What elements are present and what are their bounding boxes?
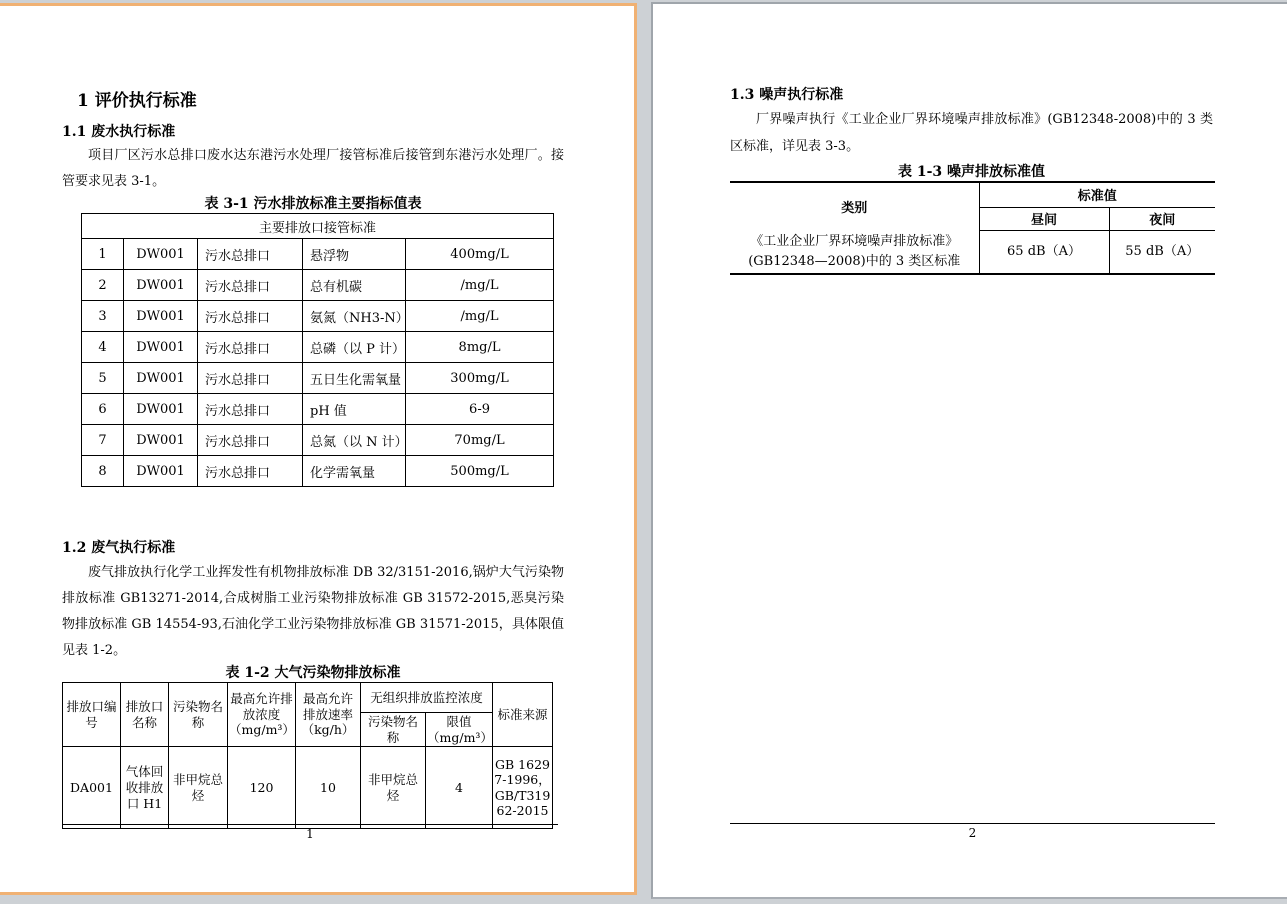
- cell-code: DW001: [124, 425, 198, 456]
- section-1-3-heading: 1.3 噪声执行标准: [730, 87, 844, 103]
- table-row: [730, 230, 1215, 274]
- cell-max-conc: 120: [228, 747, 296, 829]
- header-day: 昼间: [979, 207, 1109, 230]
- header-source: 标准来源: [493, 683, 553, 747]
- cell-limit: 8mg/L: [406, 332, 554, 363]
- table-1-2-title: 表 1-2 大气污染物排放标准: [225, 665, 401, 681]
- merged-header-cell: 主要排放口接管标准: [82, 214, 554, 239]
- header-category: 类别: [841, 201, 868, 216]
- cell-pollutant: pH 值: [303, 394, 406, 425]
- header-fugitive-limit: 限值（mg/m³）: [426, 713, 493, 747]
- air-pollutant-standards-table: [62, 682, 553, 829]
- table-row: [82, 301, 554, 332]
- cell-code: DW001: [124, 239, 198, 270]
- document-page-1[interactable]: [0, 3, 637, 895]
- footer-divider: [730, 823, 1215, 824]
- cell-code: DW001: [124, 363, 198, 394]
- header-fugitive: 无组织排放监控浓度: [361, 683, 493, 713]
- cell-limit: /mg/L: [406, 270, 554, 301]
- cell-no: 5: [82, 363, 124, 394]
- table-header-row: [730, 182, 1215, 207]
- cell-code: DW001: [124, 332, 198, 363]
- page-1-content: [0, 6, 634, 829]
- cell-pollutant: 氨氮（NH3-N）: [303, 301, 406, 332]
- cell-no: 1: [82, 239, 124, 270]
- cell-outlet: 污水总排口: [198, 301, 303, 332]
- header-max-rate: 最高允许排放速率（kg/h）: [296, 683, 361, 747]
- cell-pollutant: 总磷（以 P 计）: [303, 332, 406, 363]
- table-1-3-title: 表 1-3 噪声排放标准值: [897, 164, 1046, 180]
- page-number: 2: [968, 826, 977, 840]
- wastewater-standards-table: [81, 213, 554, 487]
- cell-outlet: 污水总排口: [198, 394, 303, 425]
- cell-code: DW001: [124, 301, 198, 332]
- cell-outlet: 污水总排口: [198, 270, 303, 301]
- table-row: [82, 270, 554, 301]
- cell-no: 2: [82, 270, 124, 301]
- noise-standards-table: [730, 181, 1215, 275]
- page-number: 1: [306, 827, 314, 841]
- cell-pollutant: 化学需氧量: [303, 456, 406, 487]
- cell-limit: /mg/L: [406, 301, 554, 332]
- cell-limit: 70mg/L: [406, 425, 554, 456]
- cell-no: 6: [82, 394, 124, 425]
- cell-outlet: 污水总排口: [198, 363, 303, 394]
- cell-outlet-no: DA001: [63, 747, 121, 829]
- cell-code: DW001: [124, 394, 198, 425]
- header-fugitive-pollutant: 污染物名称: [361, 713, 426, 747]
- cell-night-value: 55 dB（A）: [1109, 230, 1215, 274]
- cell-limit: 300mg/L: [406, 363, 554, 394]
- cell-fugitive-limit: 4: [426, 747, 493, 829]
- cell-no: 3: [82, 301, 124, 332]
- table-row: [82, 332, 554, 363]
- cell-max-rate: 10: [296, 747, 361, 829]
- header-outlet-name: 排放口名称: [121, 683, 169, 747]
- cell-pollutant: 悬浮物: [303, 239, 406, 270]
- cell-pollutant: 五日生化需氧量: [303, 363, 406, 394]
- cell-limit: 6-9: [406, 394, 554, 425]
- cell-outlet: 污水总排口: [198, 456, 303, 487]
- header-night: 夜间: [1109, 207, 1215, 230]
- table-row: [82, 394, 554, 425]
- cell-pollutant: 总氮（以 N 计）: [303, 425, 406, 456]
- cell-code: DW001: [124, 270, 198, 301]
- cell-code: DW001: [124, 456, 198, 487]
- cell-outlet: 污水总排口: [198, 332, 303, 363]
- section-1-heading: 1 评价执行标准: [77, 91, 197, 111]
- cell-no: 7: [82, 425, 124, 456]
- cell-pollutant: 总有机碳: [303, 270, 406, 301]
- cell-pollutant: 非甲烷总烃: [169, 747, 228, 829]
- header-outlet-no: 排放口编号: [63, 683, 121, 747]
- cell-outlet: 污水总排口: [198, 425, 303, 456]
- cell-fugitive-pollutant: 非甲烷总烃: [361, 747, 426, 829]
- cell-category: 《工业企业厂界环境噪声排放标准》 (GB12348—2008)中的 3 类区标准: [748, 233, 961, 269]
- section-1-1-heading: 1.1 废水执行标准: [62, 124, 176, 140]
- cell-no: 4: [82, 332, 124, 363]
- section-1-2-paragraph: 废气排放执行化学工业挥发性有机物排放标准 DB 32/3151-2016,锅炉大气污染物排放标准 GB13271-2014,合成树脂工业污染物排放标准 GB 31572-2015,恶臭污染物排放标准 GB 14554-93,石油化学工业污染物排放标准 GB 31571-2015，具体限值见表 1-2。: [62, 565, 564, 658]
- table-3-1-title: 表 3-1 污水排放标准主要指标值表: [204, 196, 422, 212]
- cell-limit: 400mg/L: [406, 239, 554, 270]
- cell-outlet-name: 气体回收排放口 H1: [121, 747, 169, 829]
- section-1-3-paragraph: 厂界噪声执行《工业企业厂界环境噪声排放标准》(GB12348-2008)中的 3 类区标准，详见表 3-3。: [730, 112, 1213, 154]
- cell-source: GB 16297-1996，GB/T31962-2015: [493, 747, 553, 829]
- table-row: [82, 239, 554, 270]
- cell-limit: 500mg/L: [406, 456, 554, 487]
- header-max-conc: 最高允许排放浓度（mg/m³）: [228, 683, 296, 747]
- header-standard-value: 标准值: [979, 182, 1215, 207]
- table-row: [82, 425, 554, 456]
- cell-no: 8: [82, 456, 124, 487]
- section-1-1-paragraph: 项目厂区污水总排口废水达东港污水处理厂接管标准后接管到东港污水处理厂。接管要求见表 3-1。: [62, 148, 564, 189]
- table-row: [63, 747, 553, 829]
- document-page-2[interactable]: [651, 2, 1287, 899]
- table-header-row: [63, 683, 553, 713]
- section-1-2-heading: 1.2 废气执行标准: [62, 540, 176, 556]
- cell-day-value: 65 dB（A）: [979, 230, 1109, 274]
- page-2-content: [653, 4, 1287, 275]
- table-row: [82, 363, 554, 394]
- header-pollutant: 污染物名称: [169, 683, 228, 747]
- table-row: [82, 456, 554, 487]
- cell-outlet: 污水总排口: [198, 239, 303, 270]
- footer-divider: [62, 824, 558, 825]
- table-row: [82, 214, 554, 239]
